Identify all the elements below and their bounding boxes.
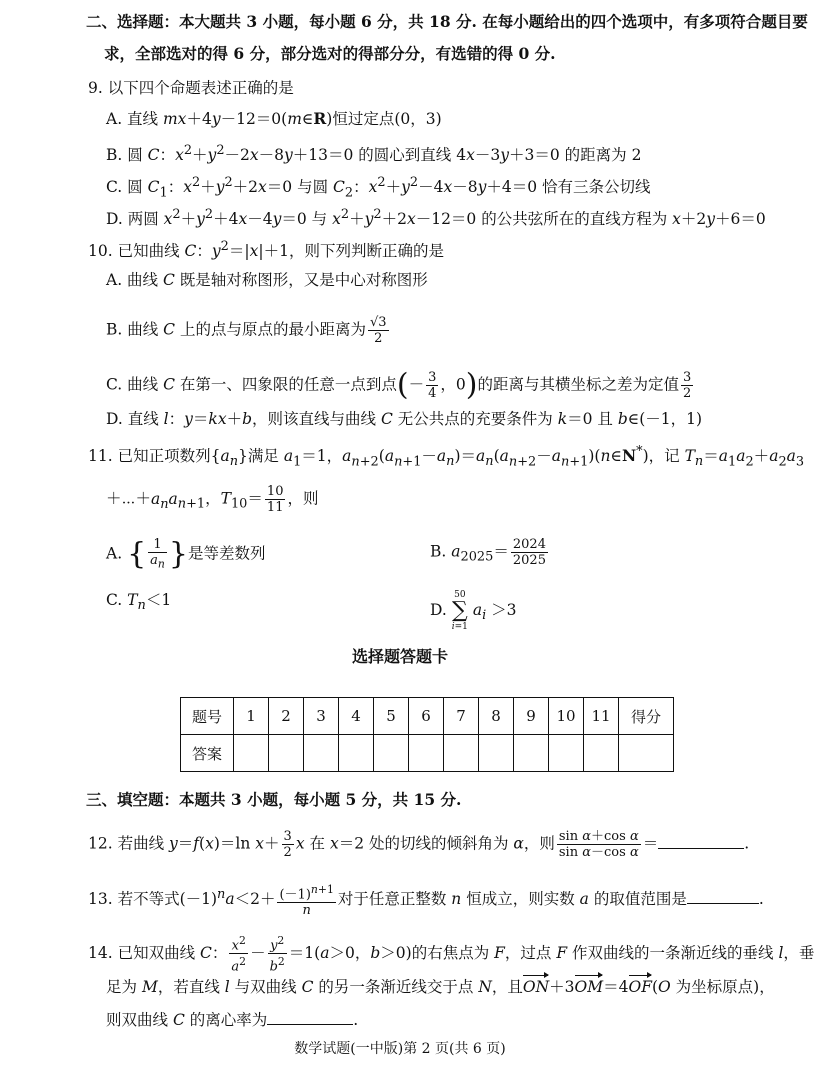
q11-option-d: D. 50 ∑ i=1 $a_i >3$ [430,590,517,632]
q11-option-a: A. { $\frac{1}{a_n}$ }是等差数列 [106,536,266,572]
answer-card-row-answers [181,735,674,772]
q10-stem: 10. 已知曲线 C：$y^2=|x|+1$，则下列判断正确的是 [88,239,444,261]
row-label-number: 题号 [181,698,234,735]
question-number-cell: 10 [549,698,584,735]
answer-cell[interactable] [374,735,409,772]
question-number-cell: 9 [514,698,549,735]
answer-cell[interactable] [479,735,514,772]
answer-cell[interactable] [549,735,584,772]
q10-option-b: B. 曲线 C 上的点与原点的最小距离为 $\frac{√3}{2}$ [106,315,387,346]
question-number-cell: 5 [374,698,409,735]
q9-option-a: A. 直线 mx＋4y－12＝0(m∈R)恒过定点(0，3) [106,109,442,128]
q9-option-d: D. 两圆 $x^2+y^2+4x-4y=0$ 与 $x^2+y^2+2x-12=0$ 的公共弦所在的直线方程为 x＋2y＋6＝0 [106,207,766,229]
answer-cell[interactable] [514,735,549,772]
score-cell[interactable] [619,735,674,772]
answer-cell[interactable] [304,735,339,772]
q10-option-d: D. 直线 l：y＝kx＋b，则该直线与曲线 C 无公共点的充要条件为 k＝0 且 b∈(－1，1) [106,410,703,428]
answer-cell[interactable] [584,735,619,772]
q13-text: 13. 若不等式$(-1)^na<2+$ $\frac{(-1)^{n+1}}{n}$ 对于任意正整数 n 恒成立，则实数 a 的取值范围是 . [88,883,764,919]
question-number-cell: 2 [269,698,304,735]
question-number-cell: 7 [444,698,479,735]
answer-cell[interactable] [269,735,304,772]
row-label-answer: 答案 [181,735,234,772]
answer-card-row-numbers [181,698,674,735]
answer-cell[interactable] [234,735,269,772]
q14-line1: 14. 已知双曲线 C： $\frac{x^2}{a^2}$ － $\frac{y^2}{b^2}$ ＝1(a＞0，b＞0)的右焦点为 F，过点 F 作双曲线的一条渐近线的垂线 l，垂 [88,934,814,975]
question-number-cell: 3 [304,698,339,735]
q11-stem-line1: 11. 已知正项数列$\{a_n\}$满足 $a_1=1$，$a_{n+2}(a_{n+1}-a_n)=a_n(a_{n+2}-a_{n+1})(n\in N^*)$，记 $T_n=a_1a_2+a_2a_3$ [88,444,805,470]
answer-cell[interactable] [339,735,374,772]
q13-answer-blank[interactable] [687,887,759,904]
answer-card-table [180,697,674,772]
q12-answer-blank[interactable] [658,832,744,849]
q11-option-c: C. $T_n<1$ [106,591,172,614]
section3-header: 三、填空题：本题共 3 小题，每小题 5 分，共 15 分. [86,790,462,809]
question-number-cell: 1 [234,698,269,735]
q14-line2: 足为 M，若直线 l 与双曲线 C 的另一条渐近线交于点 N，且ON＋3OM＝4OF(O 为坐标原点)， [106,978,775,996]
q9-option-c: C. 圆 $C_1$：$x^2+y^2+2x=0$ 与圆 $C_2$：$x^2+y^2-4x-8y+4=0$ 恰有三条公切线 [106,175,651,201]
q11-stem-line2: $+\cdots+a_na_{n+1}$，$T_{10}=$ $\frac{10}{11}$ ，则 [106,484,319,515]
q10-option-a: A. 曲线 C 既是轴对称图形，又是中心对称图形 [106,271,428,289]
q11-option-b: B. $a_{2025}=$ $\frac{2024}{2025}$ [430,537,546,568]
q14-line3: 则双曲线 C 的离心率为 . [106,1008,358,1030]
page-footer: 数学试题(一中版)第 2 页(共 6 页) [294,1041,506,1057]
answer-cell[interactable] [409,735,444,772]
question-number-cell: 8 [479,698,514,735]
answer-card-title: 选择题答题卡 [351,647,448,666]
section2-header-line1: 二、选择题：本大题共 3 小题，每小题 6 分，共 18 分. 在每小题给出的四个选项中，有多项符合题目要 [86,12,808,31]
question-number-cell: 4 [339,698,374,735]
q10-option-c: C. 曲线 C 在第一、四象限的任意一点到点(－ $\frac{3}{4}$ ，0)的距离与其横坐标之差为定值 $\frac{3}{2}$ [106,367,692,403]
question-number-cell: 11 [584,698,619,735]
question-number-cell: 6 [409,698,444,735]
section2-header-line2: 求，全部选对的得 6 分，部分选对的得部分分，有选错的得 0 分. [104,44,556,63]
q9-stem: 9. 以下四个命题表述正确的是 [88,79,294,97]
q14-answer-blank[interactable] [267,1008,353,1025]
answer-cell[interactable] [444,735,479,772]
q9-option-b: B. 圆 C：$x^2+y^2-2x-8y+13=0$ 的圆心到直线 4x－3y＋3＝0 的距离为 2 [106,143,642,165]
score-label-cell: 得分 [619,698,674,735]
q12-text: 12. 若曲线 y＝f(x)＝ln x＋ $\frac{3}{2}$ x 在 x＝2 处的切线的倾斜角为 α，则 $\frac{\text{sin α＋cos α}}{\text{sin α－cos α}}$ ＝ . [88,829,750,860]
